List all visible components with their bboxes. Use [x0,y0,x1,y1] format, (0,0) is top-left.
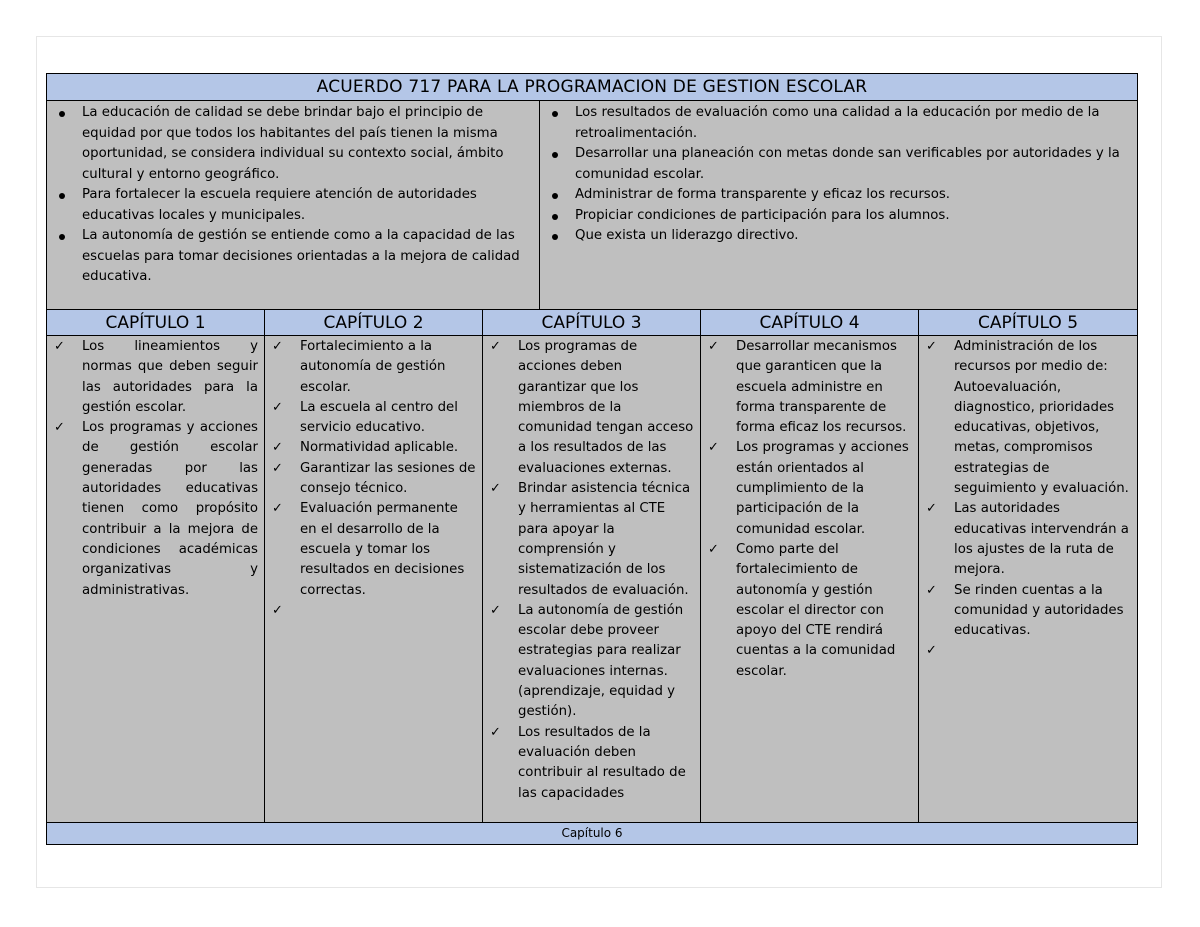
chapter-list-item [269,601,476,621]
checkmark-icon: ✓ [708,541,719,557]
bullet-text: Desarrollar una planeación con metas donde san verificables por autoridades y la comunidad escolar. [575,146,1120,182]
bullet-text: La educación de calidad se debe brindar bajo el principio de equidad por que todos los habitantes del país tienen la misma oportunidad, se considera individual su contexto social, ámbito cultural y entorno geográfico. [82,105,504,182]
chapter-item-text: Como parte del fortalecimiento de autonomía y gestión escolar el director con apoyo del CTE rendirá cuentas a la comunidad escolar. [736,541,896,679]
agreement-table [46,73,1138,845]
chapter-list [483,336,700,804]
chapter-list-item [923,641,1131,661]
bullet-item [51,185,531,226]
checkmark-icon: ✓ [708,440,719,456]
chapter-cell-1 [47,336,265,822]
checkmark-icon: ✓ [54,420,65,436]
checkmark-icon: ✓ [490,339,501,354]
chapter-list-item [51,337,258,418]
chapter-item-text: La autonomía de gestión escolar debe proveer estrategias para realizar evaluaciones internas. (aprendizaje, equidad y gestión). [518,602,684,720]
table-title: ACUERDO 717 PARA LA PROGRAMACION DE GESTION ESCOLAR [47,74,1137,101]
chapter-header-3: CAPÍTULO 3 [483,310,701,335]
chapter-item-text [300,603,304,618]
bullet-text: Propiciar condiciones de participación para los alumnos. [575,207,950,223]
chapter-list-item [923,499,1131,580]
chapter-list-item [269,337,476,398]
chapter-list-item [487,601,694,723]
chapter-list-item [487,723,694,804]
intro-row [47,101,1137,310]
bullet-item [544,103,1129,144]
bullet-text: Los resultados de evaluación como una calidad a la educación por medio de la retroalimentación. [575,105,1100,141]
chapter-list-item [705,540,912,682]
intro-left-cell [47,101,540,309]
checkmark-icon: ✓ [54,339,65,354]
chapter-item-text: Las autoridades educativas intervendrán a los ajustes de la ruta de mejora. [954,501,1129,578]
bullet-text: Para fortalecer la escuela requiere atención de autoridades educativas locales y municipales. [82,187,477,223]
chapter-item-text: Los programas y acciones están orientados al cumplimiento de la participación de la comunidad escolar. [736,440,909,537]
chapter-list-item [923,337,1131,499]
chapter-list-item [51,418,258,601]
chapter-list-item [487,337,694,479]
chapter-cell-5 [919,336,1137,822]
checkmark-icon: ✓ [490,724,501,740]
chapter-cell-4 [701,336,919,822]
intro-right-cell [540,101,1137,309]
checkmark-icon: ✓ [272,440,283,456]
chapter-list [265,336,482,621]
chapter-list-item [269,499,476,600]
checkmark-icon: ✓ [272,501,283,517]
checkmark-icon: ✓ [490,602,501,618]
bullet-item [51,103,531,185]
chapter-item-text: Los programas y acciones de gestión escolar generadas por las autoridades educativas tienen como propósito contribuir a la mejora de condiciones académicas organizativas y administrativas. [82,420,258,598]
chapter-list [919,336,1137,662]
bullet-text: Que exista un liderazgo directivo. [575,228,799,243]
checkmark-icon: ✓ [272,399,283,415]
chapter-item-text: Los lineamientos y normas que deben seguir las autoridades para la gestión escolar. [82,339,258,415]
chapter-header-4: CAPÍTULO 4 [701,310,919,335]
bullet-dot-icon [59,111,65,117]
chapter-body-row [47,336,1137,823]
chapter-header-2: CAPÍTULO 2 [265,310,483,335]
checkmark-icon: ✓ [926,582,937,598]
bullet-dot-icon [552,193,558,199]
bullet-dot-icon [552,111,558,117]
chapter-item-text: Garantizar las sesiones de consejo técnico. [300,460,476,497]
chapter-item-text [954,643,958,658]
bullet-dot-icon [552,234,558,240]
checkmark-icon: ✓ [708,339,719,354]
bullet-dot-icon [59,193,65,199]
bullet-item [544,206,1129,227]
bullet-dot-icon [59,234,65,240]
chapter-cell-3 [483,336,701,822]
chapter-list-item [923,581,1131,642]
chapter-list-item [269,438,476,458]
chapter-item-text: Los resultados de la evaluación deben contribuir al resultado de las capacidades [518,724,686,801]
checkmark-icon: ✓ [272,460,283,476]
chapter-list-item [705,438,912,539]
bullet-item [544,185,1129,206]
chapter-item-text: Los programas de acciones deben garantizar que los miembros de la comunidad tengan acceso a los resultados de las evaluaciones externas. [518,339,694,476]
bullet-dot-icon [552,214,558,220]
chapter-item-text: La escuela al centro del servicio educativo. [300,399,458,436]
chapter-item-text: Evaluación permanente en el desarrollo de la escuela y tomar los resultados en decisiones correctas. [300,501,465,598]
checkmark-icon: ✓ [272,602,283,618]
chapter-header-row [47,310,1137,336]
chapter-list-item [269,398,476,439]
chapter-list [701,336,918,682]
chapter-list-item [487,479,694,601]
chapter-item-text: Fortalecimiento a la autonomía de gestión escolar. [300,339,446,395]
checkmark-icon: ✓ [926,643,937,659]
checkmark-icon: ✓ [926,501,937,517]
chapter-item-text: Se rinden cuentas a la comunidad y autoridades educativas. [954,582,1124,639]
bullet-item [544,226,1129,247]
bullet-item [51,226,531,288]
chapter-item-text: Administración de los recursos por medio de: Autoevaluación, diagnostico, prioridades educativas, objetivos, metas, compromisos estrategias de seguimiento y evaluación. [954,339,1129,497]
chapter-list-item [269,459,476,500]
chapter-header-5: CAPÍTULO 5 [977,313,1079,333]
chapter-list-item [705,337,912,438]
chapter-item-text: Desarrollar mecanismos que garanticen que la escuela administre en forma transparente de forma eficaz los recursos. [736,339,907,436]
chapter-list [47,336,264,601]
footer-chapter-6: Capítulo 6 [47,823,1137,844]
chapter-cell-2 [265,336,483,822]
bullet-text: Administrar de forma transparente y eficaz los recursos. [575,187,951,202]
chapter-item-text: Brindar asistencia técnica y herramientas al CTE para apoyar la comprensión y sistematización de los resultados de evaluación. [518,481,691,598]
bullet-item [544,144,1129,185]
checkmark-icon: ✓ [926,339,937,354]
chapter-item-text: Normatividad aplicable. [300,440,459,456]
intro-left-list [47,101,539,288]
intro-right-list [540,101,1137,247]
checkmark-icon: ✓ [490,481,501,497]
bullet-text: La autonomía de gestión se entiende como a la capacidad de las escuelas para tomar decisiones orientadas a la mejora de calidad educativa. [82,228,520,284]
chapter-header-1: CAPÍTULO 1 [47,310,265,335]
checkmark-icon: ✓ [272,339,283,354]
bullet-dot-icon [552,152,558,158]
